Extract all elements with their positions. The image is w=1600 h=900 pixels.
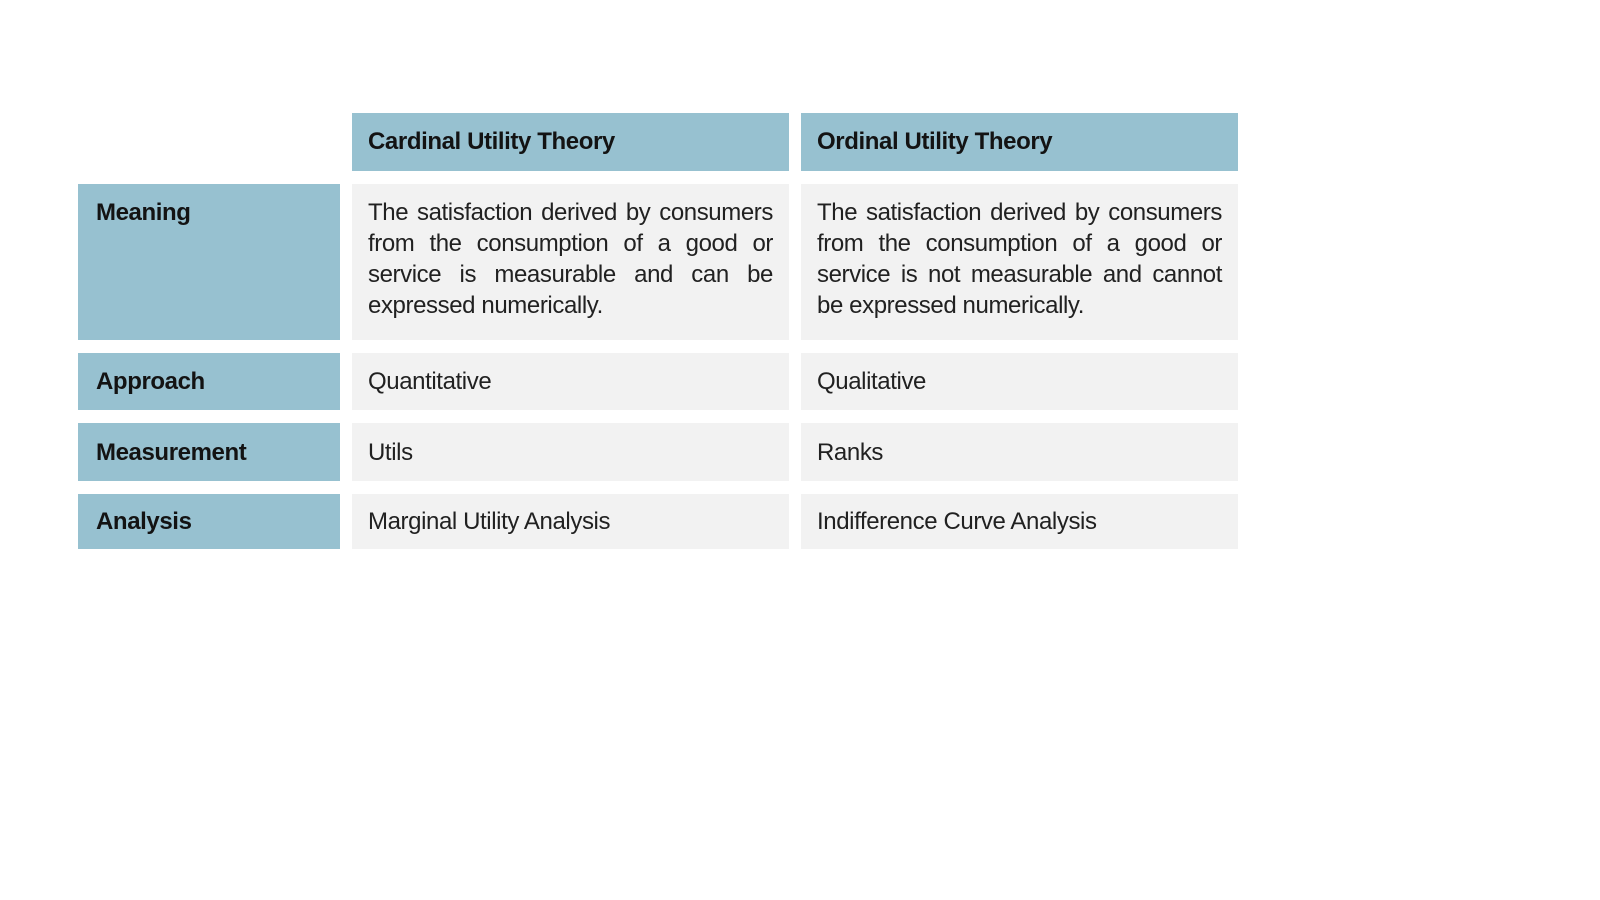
row-header-meaning: Meaning [78, 184, 340, 340]
cell-approach-ordinal: Qualitative [801, 353, 1238, 410]
cell-approach-cardinal: Quantitative [352, 353, 789, 410]
row-header-approach: Approach [78, 353, 340, 410]
column-header-ordinal: Ordinal Utility Theory [801, 113, 1238, 171]
corner-spacer [78, 113, 340, 171]
row-header-measurement: Measurement [78, 423, 340, 481]
cell-measurement-ordinal: Ranks [801, 423, 1238, 481]
cell-analysis-cardinal: Marginal Utility Analysis [352, 494, 789, 549]
row-header-analysis: Analysis [78, 494, 340, 549]
cell-analysis-ordinal: Indifference Curve Analysis [801, 494, 1238, 549]
column-header-cardinal: Cardinal Utility Theory [352, 113, 789, 171]
cell-meaning-cardinal: The satisfaction derived by consumers from the consumption of a good or service is measurable and can be expressed numerically. [352, 184, 789, 340]
cell-meaning-ordinal: The satisfaction derived by consumers from the consumption of a good or service is not measurable and cannot be expressed numerically. [801, 184, 1238, 340]
cell-measurement-cardinal: Utils [352, 423, 789, 481]
comparison-table [78, 113, 1238, 549]
